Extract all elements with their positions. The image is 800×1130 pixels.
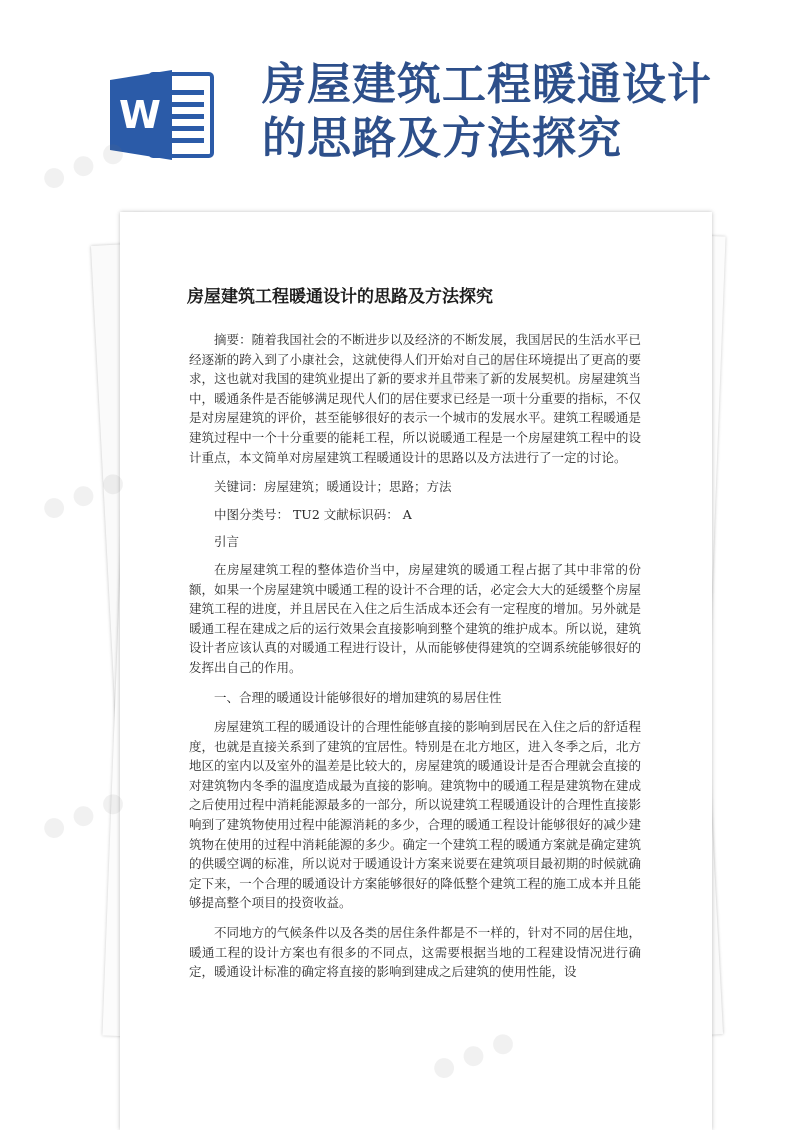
intro-heading: 引言 xyxy=(214,534,240,550)
section-1-heading: 一、合理的暖通设计能够很好的增加建筑的易居住性 xyxy=(214,689,502,705)
classification-line: 中图分类号： TU2 文献标识码： A xyxy=(214,506,412,522)
banner-title xyxy=(262,58,782,166)
banner-title-line-2: 的思路及方法探究 xyxy=(262,113,622,164)
banner-title-line-1: 房屋建筑工程暖通设计 xyxy=(262,59,712,110)
document-title: 房屋建筑工程暖通设计的思路及方法探究 xyxy=(187,287,493,307)
watermark-logo: ● ● ● xyxy=(37,784,129,846)
abstract-paragraph: 摘要：随着我国社会的不断进步以及经济的不断发展，我国居民的生活水平已经逐渐的跨入到了小康社会，这就使得人们开始对自己的居住环境提出了更高的要求，这也就对我国的建筑业提出了新的要求并且带来了新的发展契机。房屋建筑当中，暖通条件是否能够满足现代人们的居住要求已经是一项十分重要的指标，不仅是对房屋建筑的评价，甚至能够很好的表示一个城市的发展水平。建筑工程暖通是建筑过程中一个十分重要的能耗工程，所以说暖通工程是一个房屋建筑工程中的设计重点，本文简单对房屋建筑工程暖通设计的思路以及方法进行了一定的讨论。 xyxy=(189,332,641,465)
intro-paragraph: 在房屋建筑工程的整体造价当中，房屋建筑的暖通工程占据了其中非常的份额，如果一个房屋建筑中暖通工程的设计不合理的话，必定会大大的延缓整个房屋建筑工程的进度，并且居民在入住之后生活成本还会有一定程度的增加。另外就是暖通工程在建成之后的运行效果会直接影响到整个建筑的维护成本。所以说，建筑设计者应该认真的对暖通工程进行设计，从而能够使得建筑的空调系统能够很好的发挥出自己的作用。 xyxy=(189,561,641,675)
document-page xyxy=(120,212,712,1130)
document-body xyxy=(189,330,641,992)
section-1-paragraph-1: 房屋建筑工程的暖通设计的合理性能够直接的影响到居民在入住之后的舒适程度，也就是直接关系到了建筑的宜居性。特别是在北方地区，进入冬季之后，北方地区的室内以及室外的温差是比较大的，房屋建筑的暖通设计是否合理就会直接的对建筑物内冬季的温度造成最为直接的影响。建筑物中的暖通工程是建筑物在建成之后使用过程中消耗能源最多的一部分，所以说建筑工程暖通设计的合理性直接影响到了建筑物使用过程中能源消耗的多少，合理的暖通工程设计能够很好的减少建筑物在使用的过程中消耗能源的多少。确定一个建筑工程的暖通方案就是确定建筑的供暖空调的标准，所以说对于暖通设计方案来说要在建筑项目最初期的时候就确定下来，一个合理的暖通设计方案能够很好的降低整个建筑工程的施工成本并且能够提高整个项目的投资收益。 xyxy=(189,719,641,911)
banner-header xyxy=(0,0,800,200)
keywords-line: 关键词：房屋建筑；暖通设计；思路；方法 xyxy=(214,479,452,495)
watermark-logo: ● ● ● xyxy=(37,134,129,196)
word-icon-letter: W xyxy=(119,93,161,137)
section-1-paragraph-2: 不同地方的气候条件以及各类的居住条件都是不一样的，针对不同的居住地，暖通工程的设计方案也有很多的不同点，这需要根据当地的工程建设情况进行确定，暖通设计标准的确定将直接的影响到建成之后建筑的使用性能，设 xyxy=(189,925,641,980)
watermark-logo: ● ● ● xyxy=(37,464,129,526)
word-document-icon xyxy=(110,68,218,162)
